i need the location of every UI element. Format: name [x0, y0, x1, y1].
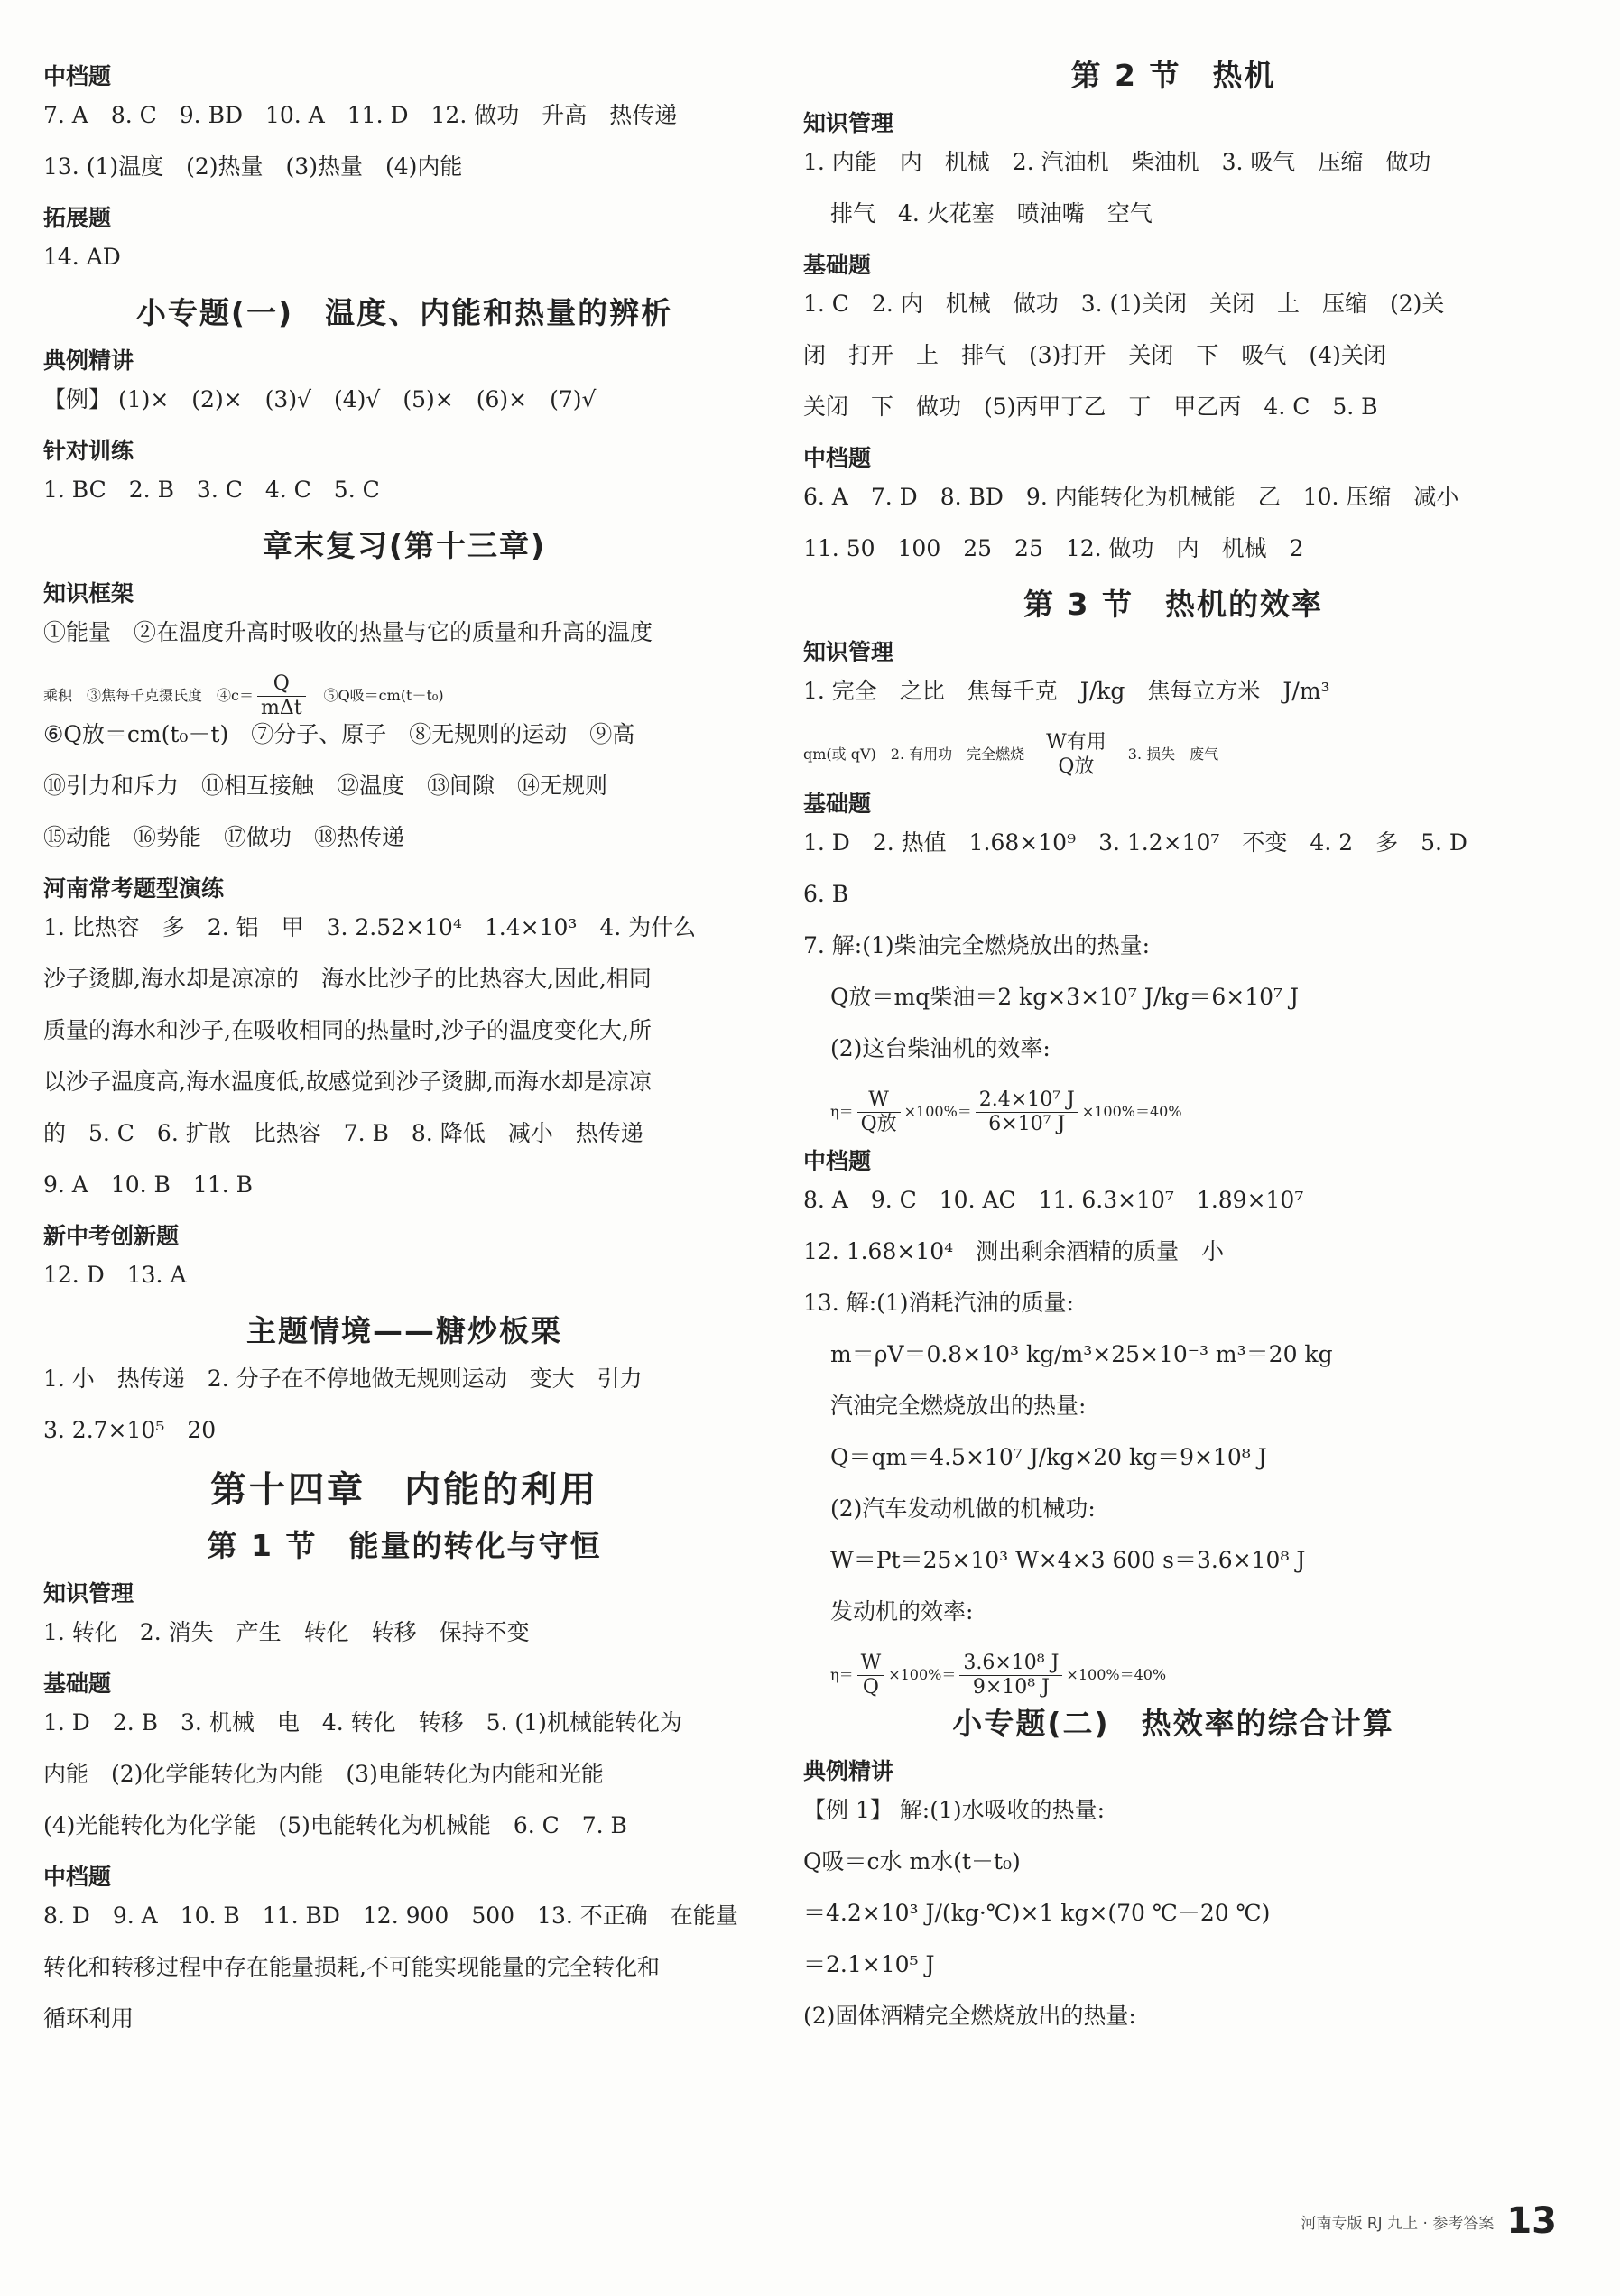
formula-text: ×100%＝ — [903, 1103, 972, 1120]
section-label: 中档题 — [803, 445, 872, 471]
formula-text: qm(或 qV) 2. 有用功 完全燃烧 — [803, 745, 1040, 763]
section-label: 典例精讲 — [43, 347, 134, 374]
section-label: 典例精讲 — [803, 1758, 894, 1784]
fraction-denominator: Q放 — [1058, 755, 1095, 778]
formula-line — [803, 1087, 1543, 1137]
text-line: 12. D 13. A — [43, 1262, 187, 1288]
text-line: 排气 4. 火花塞 喷油嘴 空气 — [830, 200, 1153, 227]
section-label: 知识管理 — [803, 639, 894, 665]
text-line: 13. (1)温度 (2)热量 (3)热量 (4)内能 — [43, 153, 463, 180]
section-label: 中档题 — [803, 1148, 872, 1174]
section-title: 第 2 节 热机 — [1070, 58, 1276, 93]
text-line: 7. 解:(1)柴油完全燃烧放出的热量: — [803, 932, 1151, 958]
text-line: 3. 2.7×10⁵ 20 — [43, 1417, 217, 1443]
text-line: 汽油完全燃烧放出的热量: — [830, 1393, 1087, 1419]
right-column — [803, 52, 1543, 2054]
text-line: ①能量 ②在温度升高时吸收的热量与它的质量和升高的温度 — [43, 619, 653, 645]
section-title: 小专题(一) 温度、内能和热量的辨析 — [135, 295, 673, 330]
text-line: ⑥Q放＝cm(t₀－t) ⑦分子、原子 ⑧无规则的运动 ⑨高 — [43, 721, 635, 747]
text-line: 1. 内能 内 机械 2. 汽油机 柴油机 3. 吸气 压缩 做功 — [803, 149, 1431, 175]
text-line: 1. D 2. 热值 1.68×10⁹ 3. 1.2×10⁷ 不变 4. 2 多 5. D — [803, 829, 1467, 856]
text-line: 沙子烫脚,海水却是凉凉的 海水比沙子的比热容大,因此,相同 — [43, 966, 652, 992]
section-label: 基础题 — [43, 1671, 112, 1697]
text-line: 9. A 10. B 11. B — [43, 1171, 254, 1198]
text-line: 循环利用 — [43, 2005, 134, 2032]
fraction-numerator: W — [857, 1652, 885, 1676]
text-line: 7. A 8. C 9. BD 10. A 11. D 12. 做功 升高 热传递 — [43, 102, 678, 128]
text-line: 6. A 7. D 8. BD 9. 内能转化为机械能 乙 10. 压缩 减小 — [803, 484, 1459, 510]
fraction — [257, 672, 306, 720]
formula-text: ×100%＝40% — [1081, 1103, 1182, 1120]
fraction-denominator: mΔt — [260, 697, 302, 719]
section-label: 拓展题 — [43, 205, 112, 231]
text-line: 以沙子温度高,海水温度低,故感觉到沙子烫脚,而海水却是凉凉 — [43, 1069, 652, 1095]
text-line: 关闭 下 做功 (5)丙甲丁乙 丁 甲乙丙 4. C 5. B — [803, 393, 1378, 420]
text-line: 13. 解:(1)消耗汽油的质量: — [803, 1290, 1074, 1316]
section-title: 第 1 节 能量的转化与守恒 — [207, 1528, 602, 1563]
text-line: ⑮动能 ⑯势能 ⑰做功 ⑱热传递 — [43, 824, 405, 850]
section-label: 基础题 — [803, 791, 872, 817]
formula-text: ×100%＝ — [888, 1666, 957, 1683]
text-line: 转化和转移过程中存在能量损耗,不可能实现能量的完全转化和 — [43, 1954, 660, 1980]
footer-text: 河南专版 RJ 九上 · 参考答案 — [1301, 2214, 1495, 2233]
text-line: 1. 完全 之比 焦每千克 J/kg 焦每立方米 J/m³ — [803, 678, 1330, 704]
fraction — [857, 1652, 885, 1699]
section-label: 新中考创新题 — [43, 1223, 180, 1249]
text-line: 1. 转化 2. 消失 产生 转化 转移 保持不变 — [43, 1619, 530, 1645]
formula-text: 乘积 ③焦每千克摄氏度 ④c＝ — [43, 687, 254, 704]
text-line: 【例】 (1)× (2)× (3)√ (4)√ (5)× (6)× (7)√ — [43, 386, 597, 412]
text-line: 闭 打开 上 排气 (3)打开 关闭 下 吸气 (4)关闭 — [803, 342, 1386, 368]
text-line: (2)汽车发动机做的机械功: — [830, 1495, 1096, 1522]
text-line: 1. C 2. 内 机械 做功 3. (1)关闭 关闭 上 压缩 (2)关 — [803, 291, 1445, 317]
section-label: 河南常考题型演练 — [43, 875, 225, 902]
fraction-denominator: Q放 — [860, 1113, 897, 1135]
fraction — [857, 1088, 901, 1136]
text-line: 11. 50 100 25 25 12. 做功 内 机械 2 — [803, 535, 1304, 561]
text-line: 1. BC 2. B 3. C 4. C 5. C — [43, 477, 380, 503]
fraction-numerator: 2.4×10⁷ J — [976, 1088, 1078, 1113]
formula-line — [803, 729, 1543, 780]
chapter-title: 第十四章 内能的利用 — [210, 1469, 598, 1511]
text-line: Q吸＝c水 m水(t－t₀) — [803, 1848, 1021, 1875]
left-column — [43, 52, 765, 2057]
formula-line — [43, 671, 765, 721]
formula-text: ×100%＝40% — [1066, 1666, 1167, 1683]
section-label: 中档题 — [43, 1864, 112, 1890]
text-line: m＝ρV＝0.8×10³ kg/m³×25×10⁻³ m³＝20 kg — [830, 1341, 1333, 1367]
text-line: ＝2.1×10⁵ J — [803, 1951, 935, 1977]
section-title: 章末复习(第十三章) — [262, 528, 547, 563]
page-footer — [1301, 2200, 1557, 2242]
fraction-numerator: 3.6×10⁸ J — [959, 1652, 1062, 1676]
fraction-numerator: W有用 — [1042, 731, 1110, 755]
section-label: 基础题 — [803, 252, 872, 278]
fraction — [959, 1652, 1062, 1699]
text-line: W＝Pt＝25×10³ W×4×3 600 s＝3.6×10⁸ J — [830, 1547, 1306, 1573]
formula-text: η＝ — [830, 1103, 854, 1120]
section-title: 主题情境——糖炒板栗 — [246, 1313, 562, 1348]
section-label: 中档题 — [43, 63, 112, 89]
section-title: 小专题(二) 热效率的综合计算 — [952, 1706, 1394, 1741]
text-line: 发动机的效率: — [830, 1598, 974, 1625]
text-line: Q放＝mq柴油＝2 kg×3×10⁷ J/kg＝6×10⁷ J — [830, 984, 1300, 1010]
text-line: 6. B — [803, 881, 849, 907]
formula-text: ⑤Q吸＝cm(t－t₀) — [309, 687, 444, 704]
text-line: 1. 小 热传递 2. 分子在不停地做无规则运动 变大 引力 — [43, 1366, 643, 1392]
text-line: ＝4.2×10³ J/(kg·℃)×1 kg×(70 ℃－20 ℃) — [803, 1900, 1271, 1926]
fraction-numerator: W — [857, 1088, 901, 1113]
formula-text: η＝ — [830, 1666, 854, 1683]
text-line: 8. A 9. C 10. AC 11. 6.3×10⁷ 1.89×10⁷ — [803, 1187, 1304, 1213]
formula-line — [803, 1650, 1543, 1700]
text-line: 【例 1】 解:(1)水吸收的热量: — [803, 1797, 1106, 1823]
text-line: 1. D 2. B 3. 机械 电 4. 转化 转移 5. (1)机械能转化为 — [43, 1709, 682, 1736]
text-line: ⑩引力和斥力 ⑪相互接触 ⑫温度 ⑬间隙 ⑭无规则 — [43, 773, 608, 799]
text-line: 的 5. C 6. 扩散 比热容 7. B 8. 降低 减小 热传递 — [43, 1120, 643, 1146]
fraction-numerator: Q — [257, 672, 306, 697]
text-line: (2)这台柴油机的效率: — [830, 1035, 1051, 1061]
text-line: 8. D 9. A 10. B 11. BD 12. 900 500 13. 不正确 在能量 — [43, 1903, 738, 1929]
text-line: (4)光能转化为化学能 (5)电能转化为机械能 6. C 7. B — [43, 1812, 627, 1838]
fraction — [976, 1088, 1078, 1136]
fraction — [1042, 731, 1110, 779]
section-label: 知识框架 — [43, 580, 134, 606]
text-line: 14. AD — [43, 244, 121, 270]
fraction-denominator: Q — [862, 1676, 879, 1699]
text-line: 质量的海水和沙子,在吸收相同的热量时,沙子的温度变化大,所 — [43, 1017, 652, 1043]
page-number: 13 — [1506, 2200, 1557, 2242]
fraction-denominator: 6×10⁷ J — [988, 1113, 1066, 1135]
section-title: 第 3 节 热机的效率 — [1023, 587, 1323, 622]
text-line: 内能 (2)化学能转化为内能 (3)电能转化为内能和光能 — [43, 1761, 604, 1787]
text-line: (2)固体酒精完全燃烧放出的热量: — [803, 2003, 1136, 2029]
fraction-denominator: 9×10⁸ J — [972, 1676, 1050, 1699]
text-line: Q＝qm＝4.5×10⁷ J/kg×20 kg＝9×10⁸ J — [830, 1444, 1267, 1470]
text-line: 12. 1.68×10⁴ 测出剩余酒精的质量 小 — [803, 1238, 1225, 1264]
section-label: 知识管理 — [43, 1580, 134, 1606]
formula-text: 3. 损失 废气 — [1113, 745, 1219, 763]
text-line: 1. 比热容 多 2. 铝 甲 3. 2.52×10⁴ 1.4×10³ 4. 为什么 — [43, 914, 697, 940]
section-label: 知识管理 — [803, 110, 894, 136]
section-label: 针对训练 — [43, 438, 134, 464]
